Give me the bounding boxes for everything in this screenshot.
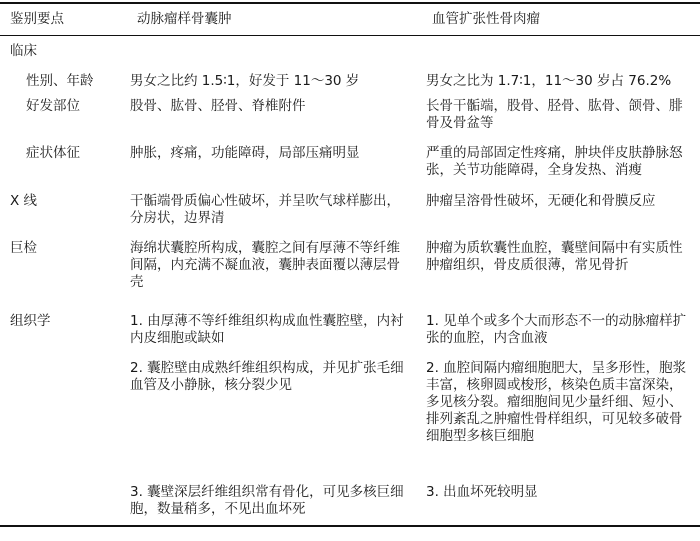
abc-xray: 干骺端骨质偏心性破坏，并呈吹气球样膨出，分房状，边界清 [130,193,400,226]
table-bottom-rule [0,525,700,527]
tos-histology-2: 2. 血腔间隔内瘤细胞肥大，呈多形性，胞浆丰富，核卵圆或梭形，核染色质丰富深染，多见核分裂。瘤细胞间见少量纤细、短小、排列紊乱之肿瘤性骨样组织，可见较多破骨细胞型多核巨细胞 [426,360,687,444]
abc-sex-age: 男女之比约 1.5∶1，好发于 11～30 岁 [130,73,360,89]
header-criteria: 鉴别要点 [10,11,64,27]
abc-symptom: 肿胀，疼痛，功能障碍，局部压痛明显 [130,145,360,161]
tos-sex-age: 男女之比为 1.7∶1，11～30 岁占 76.2% [426,73,672,89]
tos-xray: 肿瘤呈溶骨性破坏，无硬化和骨膜反应 [426,193,656,209]
tos-site: 长骨干骺端，股骨、胫骨、肱骨、颌骨、腓骨及骨盆等 [426,98,683,131]
abc-histology-1: 1. 由厚薄不等纤维组织构成血性囊腔壁，内衬内皮细胞或缺如 [130,313,404,346]
label-histology: 组织学 [10,313,51,329]
label-site: 好发部位 [26,98,80,114]
header-telangiectatic-osteosarcoma: 血管扩张性骨肉瘤 [432,11,540,27]
table-top-rule [0,2,700,4]
label-symptom: 症状体征 [26,145,80,161]
tos-histology-1: 1. 见单个或多个大而形态不一的动脉瘤样扩张的血腔，内含血液 [426,313,687,346]
abc-site: 股骨、肱骨、胫骨、脊椎附件 [130,98,306,114]
tos-histology-3: 3. 出血坏死较明显 [426,484,538,500]
abc-histology-2: 2. 囊腔壁由成熟纤维组织构成，并见扩张毛细血管及小静脉，核分裂少见 [130,360,404,393]
section-clinical: 临床 [10,43,37,59]
label-gross: 巨检 [10,240,37,256]
abc-gross: 海绵状囊腔所构成，囊腔之间有厚薄不等纤维间隔，内充满不凝血液，囊肿表面覆以薄层骨壳 [130,240,400,290]
abc-histology-3: 3. 囊壁深层纤维组织常有骨化，可见多核巨细胞，数量稍多，不见出血坏死 [130,484,404,517]
label-sex-age: 性别、年龄 [26,73,94,89]
label-xray: X 线 [10,193,38,209]
table-header-rule [0,35,700,36]
tos-gross: 肿瘤为质软囊性血腔，囊壁间隔中有实质性肿瘤组织，骨皮质很薄，常见骨折 [426,240,683,273]
tos-symptom: 严重的局部固定性疼痛，肿块伴皮肤静脉怒张，关节功能障碍，全身发热、消瘦 [426,145,683,178]
header-aneurysmal-bone-cyst: 动脉瘤样骨囊肿 [137,11,232,27]
